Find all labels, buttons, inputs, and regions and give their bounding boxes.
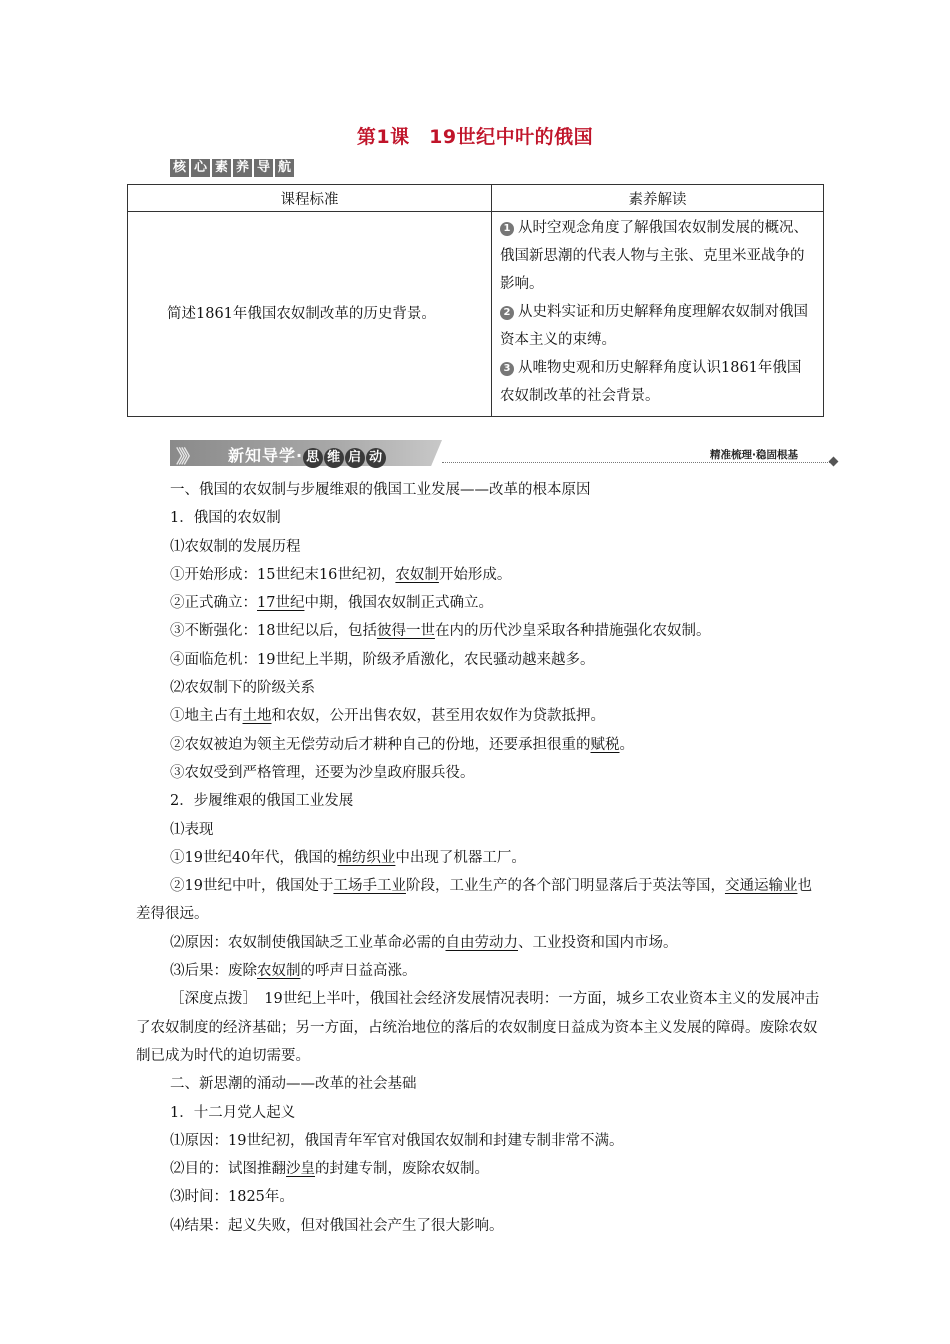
- fill-in-answer: 沙皇: [286, 1161, 315, 1178]
- content-line: ③农奴受到严格管理，还要为沙皇政府服兵役。: [170, 764, 475, 781]
- number-circle-icon: 1: [500, 222, 514, 236]
- badge-char: 心: [191, 159, 210, 177]
- fill-in-answer: 工场手工业: [333, 878, 406, 895]
- fill-in-answer: 交通运输业: [724, 878, 798, 895]
- literacy-item: 1 从时空观念角度了解俄国农奴制发展的概况、俄国新思潮的代表人物与主张、克里米亚战争的影响。: [500, 220, 808, 292]
- content-line: ②正式确立：17世纪中期，俄国农奴制正式确立。: [170, 595, 493, 612]
- banner-subtitle: 精准梳理·稳固根基: [710, 449, 798, 461]
- fill-in-answer: 赋税: [590, 736, 620, 753]
- badge-char: 导: [254, 159, 273, 177]
- fill-in-answer: 土地: [242, 708, 272, 725]
- content-line: ⑵目的：试图推翻沙皇的封建专制，废除农奴制。: [170, 1161, 489, 1178]
- double-chevron-icon: 》》: [176, 447, 195, 468]
- subsection-heading: 1．十二月党人起义: [170, 1104, 296, 1121]
- subsection-heading: 2．步履维艰的俄国工业发展: [170, 793, 354, 810]
- literacy-item: 2 从史料实证和历史解释角度理解农奴制对俄国资本主义的束缚。: [500, 304, 808, 348]
- sub-item-heading: ⑴表现: [170, 821, 214, 838]
- badge-char: 养: [233, 159, 252, 177]
- section-banner: [170, 440, 840, 468]
- fill-in-answer: 彼得一世: [376, 623, 435, 640]
- page-title: 第1课 19世纪中叶的俄国: [356, 126, 594, 148]
- fill-in-answer: 农奴制: [395, 566, 439, 583]
- literacy-item: 3 从唯物史观和历史解释角度认识1861年俄国农奴制改革的社会背景。: [500, 360, 802, 404]
- content-line: ⑵原因：农奴制使俄国缺乏工业革命必需的自由劳动力、工业投资和国内市场。: [170, 934, 678, 951]
- curriculum-standard-cell: [128, 212, 492, 417]
- sub-item-heading: ⑵农奴制下的阶级关系: [170, 680, 315, 697]
- content-line: ⑶时间：1825年。: [170, 1189, 294, 1206]
- standards-table: [127, 184, 824, 417]
- badge-char: 素: [212, 159, 231, 177]
- badge-char: 核: [170, 159, 189, 177]
- core-literacy-badge: [170, 159, 294, 177]
- curriculum-standard-text: 简述1861年俄国农奴制改革的历史背景。: [167, 306, 436, 322]
- number-circle-icon: 3: [500, 362, 514, 376]
- content-line: ①地主占有土地和农奴，公开出售农奴，甚至用农奴作为贷款抵押。: [170, 708, 605, 725]
- literacy-interpretation-cell: [492, 212, 824, 417]
- deep-insight-paragraph: ［深度点拨］ 19世纪上半叶，俄国社会经济发展情况表明：一方面，城乡工农业资本主义的发展冲击了农奴制度的经济基础；另一方面，占统治地位的落后的农奴制度日益成为资本主义发展的障碍。废除农奴制已成为时代的迫切需要。: [136, 991, 820, 1064]
- lesson-content: [136, 476, 820, 1240]
- badge-char: 航: [275, 159, 294, 177]
- section-heading: 二、新思潮的涌动——改革的社会基础: [170, 1076, 417, 1093]
- diamond-icon: [829, 457, 839, 467]
- banner-title: 新知导学· 思 维 启 动: [228, 443, 387, 468]
- fill-in-answer: 棉纺织业: [337, 849, 396, 866]
- header-curriculum-standard: 课程标准: [128, 185, 492, 212]
- content-line: ①开始形成：15世纪末16世纪初，农奴制开始形成。: [170, 566, 512, 583]
- fill-in-answer: 17世纪: [257, 595, 305, 612]
- content-line: ⑶后果：废除农奴制的呼声日益高涨。: [170, 963, 417, 980]
- content-line: ④面临危机：19世纪上半期，阶级矛盾激化，农民骚动越来越多。: [170, 651, 595, 668]
- section-heading: 一、俄国的农奴制与步履维艰的俄国工业发展——改革的根本原因: [170, 482, 591, 498]
- subsection-heading: 1．俄国的农奴制: [170, 510, 281, 527]
- content-line: ③不断强化：18世纪以后，包括彼得一世在内的历代沙皇采取各种措施强化农奴制。: [170, 623, 711, 640]
- fill-in-answer: 自由劳动力: [445, 934, 518, 951]
- content-line: ①19世纪40年代，俄国的棉纺织业中出现了机器工厂。: [170, 849, 526, 866]
- sub-item-heading: ⑴农奴制的发展历程: [170, 538, 301, 555]
- content-line: ⑷结果：起义失败，但对俄国社会产生了很大影响。: [170, 1217, 504, 1234]
- number-circle-icon: 2: [500, 306, 514, 320]
- content-line: ②19世纪中叶，俄国处于工场手工业阶段，工业生产的各个部门明显落后于英法等国，交通运输业也差得很远。: [136, 878, 812, 923]
- header-literacy-interpretation: 素养解读: [492, 185, 824, 212]
- fill-in-answer: 农奴制: [257, 963, 301, 980]
- content-line: ⑴原因：19世纪初，俄国青年军官对俄国农奴制和封建专制非常不满。: [170, 1132, 624, 1149]
- content-line: ②农奴被迫为领主无偿劳动后才耕种自己的份地，还要承担很重的赋税。: [170, 736, 634, 753]
- banner-divider: [442, 462, 834, 463]
